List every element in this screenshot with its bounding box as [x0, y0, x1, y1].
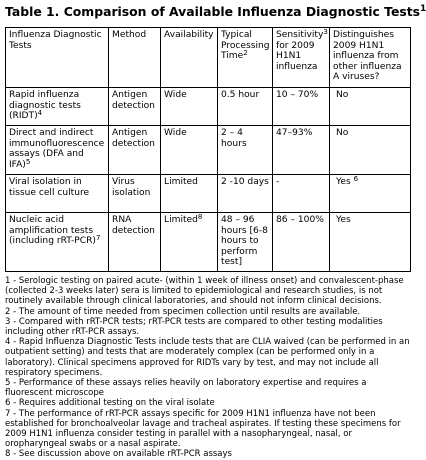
comparison-table — [5, 27, 411, 272]
cell-availability-footnote-ref: 8 — [197, 213, 203, 221]
header-method: Method — [109, 28, 161, 88]
cell-test: Rapid influenza diagnostic tests (RIDT)$^4$ — [6, 88, 109, 126]
table-title-footnote-ref: 1 — [420, 4, 426, 14]
table-header-row — [6, 28, 411, 88]
footnotes — [5, 276, 410, 460]
cell-test: Viral isolation in tissue cell culture — [6, 175, 109, 213]
cell-method: Virus isolation — [109, 175, 161, 213]
cell-distinguishes-footnote-ref: 6 — [353, 175, 359, 183]
cell-processing-time: 0.5 hour — [218, 88, 273, 126]
table-row — [6, 126, 411, 175]
footnote: 4 - Rapid Influenza Diagnostic Tests include tests that are CLIA waived (can be performed in an outpatient setting) and tests that are moderately complex (can be performed only in a laboratory). Clinical specimens approved for RIDTs vary by test, and may not include all respiratory specimens. — [5, 337, 410, 378]
table-row — [6, 213, 411, 272]
cell-processing-time: 2 – 4 hours — [218, 126, 273, 175]
cell-distinguishes: Yes — [330, 213, 411, 272]
header-sensitivity: Sensitivity$^3$ for 2009 H1N1 influenza — [273, 28, 330, 88]
cell-test-footnote-ref: 5 — [25, 157, 31, 166]
cell-test-footnote-ref: 7 — [95, 234, 101, 243]
table-title — [5, 4, 426, 24]
cell-method: RNA detection — [109, 213, 161, 272]
table-row — [6, 88, 411, 126]
cell-availability: Wide — [161, 126, 218, 175]
header-distinguishes: Distinguishes 2009 H1N1 influenza from other influenza A viruses? — [330, 28, 411, 88]
cell-sensitivity: 10 – 70% — [273, 88, 330, 126]
cell-availability: Limited — [161, 175, 218, 213]
cell-test: Nucleic acid amplification tests (including rRT-PCR)$^7$ — [6, 213, 109, 272]
cell-processing-time: 2 -10 days — [218, 175, 273, 213]
header-test: Influenza Diagnostic Tests — [6, 28, 109, 88]
cell-method: Antigen detection — [109, 126, 161, 175]
header-processing-time-footnote-ref: 2 — [243, 49, 248, 58]
cell-test-footnote-ref: 4 — [37, 109, 43, 118]
footnote: 1 - Serologic testing on paired acute- (within 1 week of illness onset) and convalescent-phase (collected 2-3 weeks later) sera is limited to epidemiological and research studies, is not routinely available through clinical laboratories, and should not inform clinical decisions. — [5, 276, 404, 307]
cell-sensitivity: 86 – 100% — [273, 213, 330, 272]
header-availability: Availability — [161, 28, 218, 88]
table-row — [6, 175, 411, 213]
cell-sensitivity: - — [273, 175, 330, 213]
cell-distinguishes: No — [330, 88, 411, 126]
table-title-text: Table 1. Comparison of Available Influenza Diagnostic Tests — [5, 4, 421, 19]
cell-availability: Limited$^8$ — [161, 213, 218, 272]
cell-processing-time: 48 – 96 hours [6-8 hours to perform test] — [218, 213, 273, 272]
cell-distinguishes: No — [330, 126, 411, 175]
footnote: 5 - Performance of these assays relies heavily on laboratory expertise and requires a fluorescent microscope — [5, 378, 367, 399]
cell-availability: Wide — [161, 88, 218, 126]
header-sensitivity-footnote-ref: 3 — [323, 28, 328, 36]
footnote: 8 - See discussion above on available rRT-PCR assays — [5, 449, 232, 460]
footnote: 3 - Compared with rRT-PCR tests; rRT-PCR tests are compared to other testing modalities including other rRT-PCR assays. — [5, 316, 383, 338]
footnote: 7 - The performance of rRT-PCR assays specific for 2009 H1N1 influenza have not been established for bronchoalveolar lavage and tracheal aspirates. If testing these specimens for 2009 H1N1 influenza consider testing in parallel with a nasopharyngeal, nasal, or oropharyngeal swabs or a nasal aspirate. — [5, 408, 401, 450]
cell-distinguishes: Yes $^6$ — [330, 175, 411, 213]
cell-method: Antigen detection — [109, 88, 161, 126]
footnote: 6 - Requires additional testing on the viral isolate — [5, 398, 215, 409]
header-processing-time: Typical Processing Time$^2$ — [218, 28, 273, 88]
cell-sensitivity: 47–93% — [273, 126, 330, 175]
cell-test: Direct and indirect immunofluorescence assays (DFA and IFA)$^5$ — [6, 126, 109, 175]
footnote: 2 - The amount of time needed from specimen collection until results are available. — [5, 306, 361, 317]
